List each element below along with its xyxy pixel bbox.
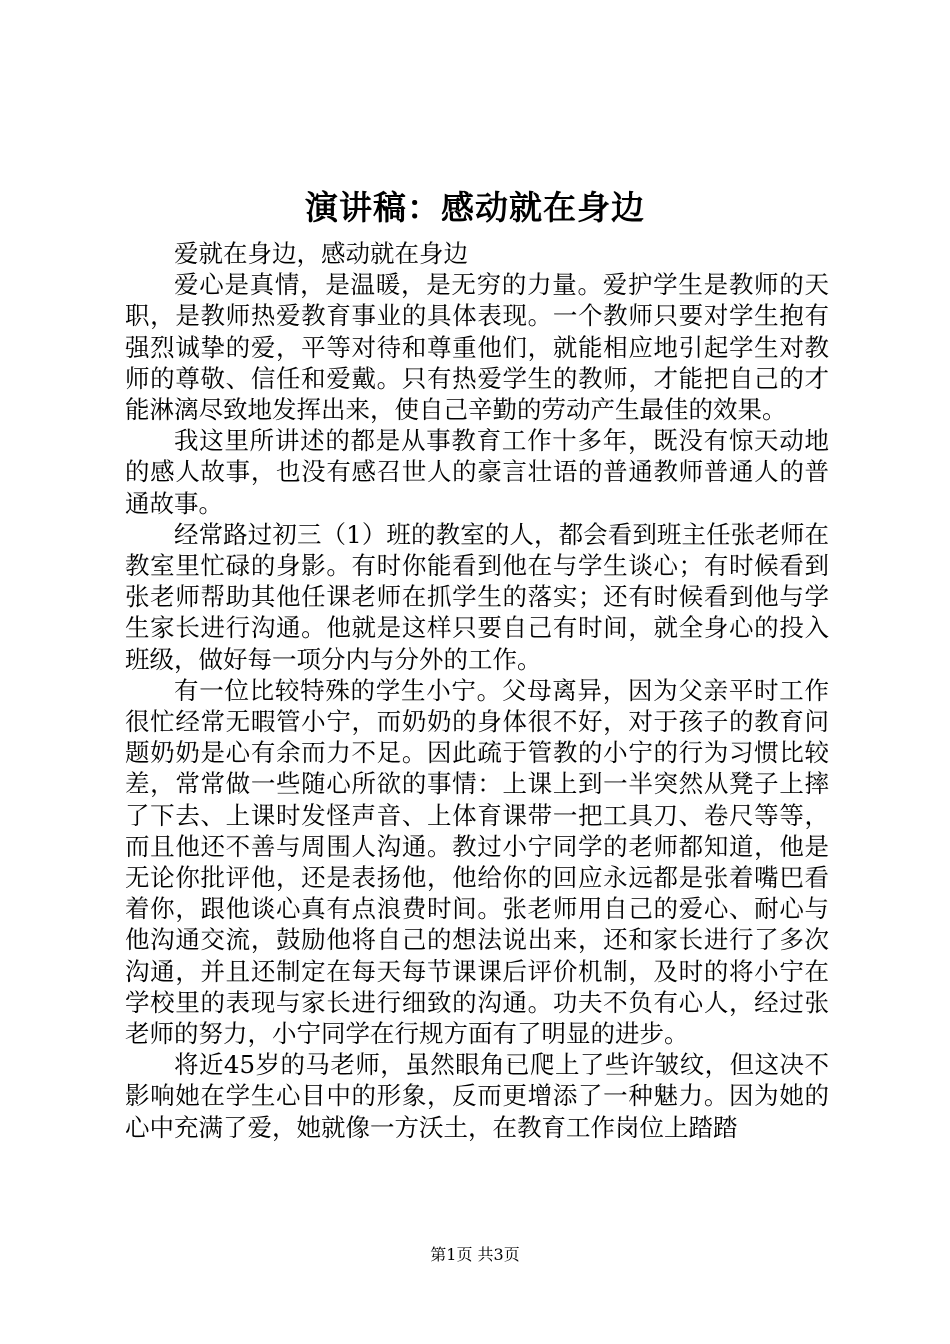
paragraph-5: 有一位比较特殊的学生小宁。父母离异，因为父亲平时工作很忙经常无暇管小宁，而奶奶的身体很不好，对于孩子的教育问题奶奶是心有余而力不足。因此疏于管教的小宁的行为习惯比较差，常常做一些随心所欲的事情：上课上到一半突然从凳子上摔了下去、上课时发怪声音、上体育课带一把工具刀、卷尺等等，而且他还不善与周围人沟通。教过小宁同学的老师都知道，他是无论你批评他，还是表扬他，他给你的回应永远都是张着嘴巴看着你，跟他谈心真有点浪费时间。张老师用自己的爱心、耐心与他沟通交流，鼓励他将自己的想法说出来，还和家长进行了多次沟通，并且还制定在每天每节课课后评价机制，及时的将小宁在学校里的表现与家长进行细致的沟通。功夫不负有心人，经过张老师的努力，小宁同学在行规方面有了明显的进步。 (125, 675, 829, 1049)
page-footer: 第1页 共3页 (430, 1245, 520, 1264)
paragraph-3: 我这里所讲述的都是从事教育工作十多年，既没有惊天动地的感人故事，也没有感召世人的豪言壮语的普通教师普通人的普通故事。 (125, 426, 829, 518)
document-title: 演讲稿：感动就在身边 (305, 188, 645, 227)
paragraph-2: 爱心是真情，是温暖，是无穷的力量。爱护学生是教师的天职，是教师热爱教育事业的具体表现。一个教师只要对学生抱有强烈诚挚的爱，平等对待和尊重他们，就能相应地引起学生对教师的尊敬、信任和爱戴。只有热爱学生的教师，才能把自己的才能淋漓尽致地发挥出来，使自己辛勤的劳动产生最佳的效果。 (125, 270, 829, 425)
document-body (125, 238, 829, 1143)
paragraph-6: 将近45岁的马老师，虽然眼角已爬上了些许皱纹，但这决不影响她在学生心目中的形象，反而更增添了一种魅力。因为她的心中充满了爱，她就像一方沃土，在教育工作岗位上踏踏 (125, 1050, 829, 1142)
paragraph-4: 经常路过初三（1）班的教室的人，都会看到班主任张老师在教室里忙碌的身影。有时你能看到他在与学生谈心；有时候看到张老师帮助其他任课老师在抓学生的落实；还有时候看到他与学生家长进行沟通。他就是这样只要自己有时间，就全身心的投入班级，做好每一项分内与分外的工作。 (125, 519, 829, 674)
paragraph-1: 爱就在身边，感动就在身边 (174, 239, 468, 268)
